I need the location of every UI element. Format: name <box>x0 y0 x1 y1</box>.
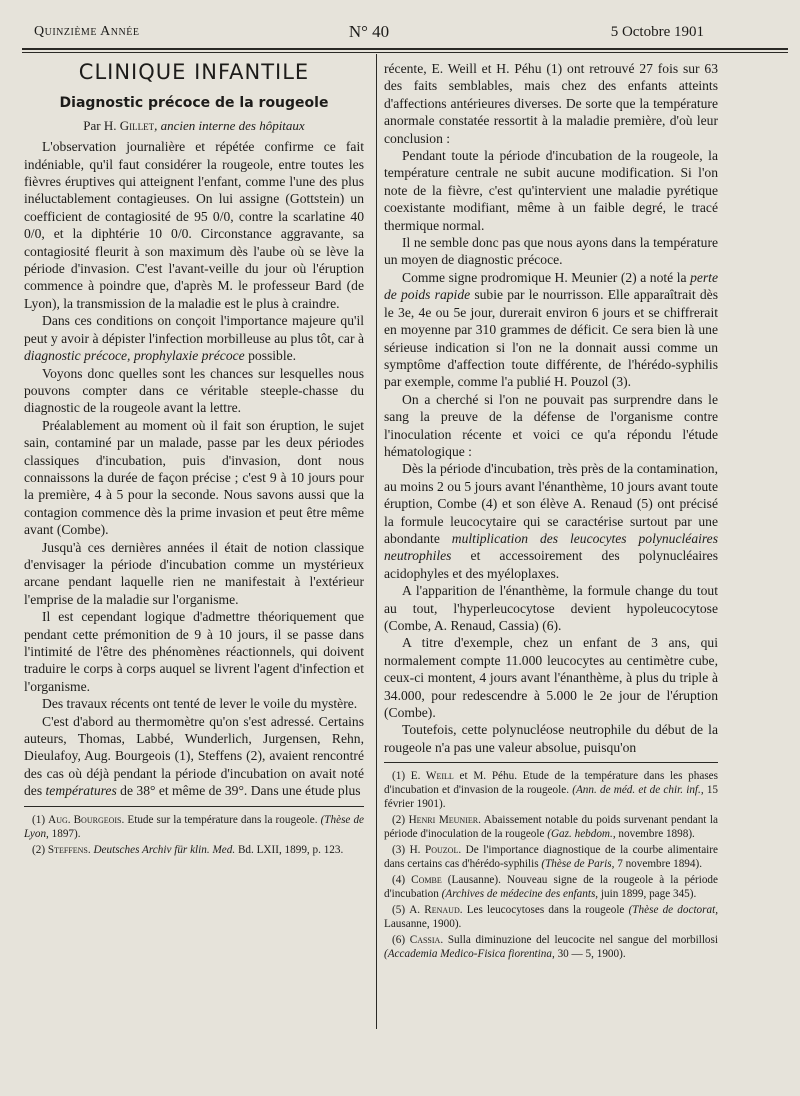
article-title: Diagnostic précoce de la rougeole <box>59 95 329 112</box>
footnote: (4) Combe (Lausanne). Nouveau signe de la rougeole à la période d'incubation (Archives de médecine des enfants, juin 1899, page 345). <box>384 874 718 901</box>
paragraph: Voyons donc quelles sont les chances sur lesquelles nous pouvons compter dans ce véritable steeple-chasse du diagnostic de la rougeole avant la lettre. <box>24 365 364 416</box>
paragraph: Jusqu'à ces dernières années il était de notion classique d'envisager la période d'incubation comme un mystérieux arcane pendant laquelle rien ne manifestait à l'extérieur l'emprise de la maladie sur l'organisme. <box>24 539 364 607</box>
footnote-rule <box>384 762 718 763</box>
paragraph: Comme signe prodromique H. Meunier (2) a noté la perte de poids rapide subie par le nourrisson. Elle apparaîtrait dès le 3e, 4e ou 5e jour, durerait environ 6 jours et se chiffrerait en moyenne par 310 grammes de déficit. Ce sera bien là une sérieuse indication si l'on ne la donnait aussi comme un symptôme d'affection toute différente, de l'hérédo-syphilis par exemple, comme l'a publié H. Pouzol (3). <box>384 269 718 390</box>
right-column <box>384 60 718 963</box>
paragraph: C'est d'abord au thermomètre qu'on s'est adressé. Certains auteurs, Thomas, Labbé, Wunderlich, Jurgensen, Rehn, Dieulafoy, Aug. Bourgeois (1), Steffens (2), avaient rencontré des cas où déjà pendant la période d'incubation on avait noté des températures de 38° et même de 39°. Dans une étude plus <box>24 713 364 799</box>
byline <box>24 117 364 134</box>
paragraph: récente, E. Weill et H. Péhu (1) ont retrouvé 27 fois sur 63 des faits semblables, mais chez des enfants atteints d'affections antérieures diverses. De sorte que la température anormale constatée ressortit à la maladie première, d'où leur conclusion : <box>384 61 718 146</box>
paragraph: L'observation journalière et répétée confirme ce fait indéniable, qu'il faut considérer la rougeole, entre toutes les fièvres éruptives qui atteignent l'enfant, comme l'une des plus inéluctablement contagieuses. On lui assigne (Gottstein) un coefficient de contagiosité de 95 0/0, contre la scarlatine 40 0/0, et la diphtérie 10 0/0. Circonstance aggravante, sa contagiosité fleurit à son maximum dès l'aube où se lève la période d'invasion. C'est l'avant-veille du jour où l'éruption commence à poindre que, d'après M. le professeur Bard (de Lyon), la transmission de la maladie est le plus à craindre. <box>24 139 364 311</box>
byline-prefix: Par H. <box>83 117 120 133</box>
footnote-rule <box>24 806 364 807</box>
left-column <box>24 60 364 859</box>
paragraph: Il est cependant logique d'admettre théoriquement que pendant cette prémonition de 9 à 10 jours, il se passe dans l'intimité de l'être des phénomènes réactionnels, qui doivent traduire le corps à corps auquel se livrent l'agent d'infection et l'organisme. <box>24 609 364 694</box>
byline-role: , ancien interne des hôpitaux <box>154 117 305 133</box>
paragraph: Préalablement au moment où il fait son éruption, le sujet sain, contaminé par un malade, passe par les deux périodes classiques d'incubation, puis d'invasion, dont nous connaissons la durée de façon précise ; c'est 9 à 10 jours pour la première, 4 à 5 pour la seconde. Nous savons aussi que la contagion commence dès la prime invasion et peut être même avant (Combe). <box>24 417 364 538</box>
paragraph: Toutefois, cette polynucléose neutrophile du début de la rougeole n'a pas une valeur absolue, puisqu'on <box>384 722 718 755</box>
paragraph: A titre d'exemple, chez un enfant de 3 ans, qui normalement compte 11.000 leucocytes au centimètre cube, ceux-ci montent, 4 jours avant l'énanthème, à plus du triple à 34.000, pour redescendre à 5.000 le 2e jour de l'éruption (Combe). <box>384 635 718 721</box>
paragraph: Il ne semble donc pas que nous ayons dans la température un moyen de diagnostic précoce. <box>384 235 718 268</box>
issue-number: N° 40 <box>348 22 390 41</box>
byline-author: Gillet <box>119 117 155 133</box>
issue-date: 5 Octobre 1901 <box>610 24 704 40</box>
paragraph: Des travaux récents ont tenté de lever le voile du mystère. <box>42 696 358 712</box>
paragraph: Pendant toute la période d'incubation de la rougeole, la température centrale ne subit aucune modification. Si l'on note de la fièvre, c'est qu'intervient une maladie pyrétique coexistante modifiant, même à un faible degré, le tracé thermique normal. <box>384 148 718 233</box>
paragraph: Dès la période d'incubation, très près de la contamination, au moins 2 ou 5 jours avant l'énanthème, 10 jours avant toute éruption, Combe (4) et son élève A. Renaud (5) ont précisé la formule leucocytaire qui se caractérise surtout par une abondante multiplication des leucocytes polynucléaires neutrophiles et accessoirement des polynucléaires acidophyles et des myéloplaxes. <box>384 461 718 581</box>
footnote: (1) Aug. Bourgeois. Etude sur la température dans la rougeole. (Thèse de Lyon, 1897). <box>24 813 365 840</box>
volume-label: Quinzième Année <box>34 24 140 39</box>
section-title: CLINIQUE INFANTILE <box>78 60 310 84</box>
footnote: (6) Cassia. Sulla diminuzione del leucocite nel sangue del morbillosi (Accademia Medico-Fisica fiorentina, 30 — 5, 1900). <box>384 934 718 961</box>
header-rule-thin <box>22 52 788 53</box>
footnote: (2) Henri Meunier. Abaissement notable du poids survenant pendant la période d'inoculation de la rougeole (Gaz. hebdom., novembre 1898). <box>384 814 718 841</box>
page-header <box>34 22 704 46</box>
footnote: (3) H. Pouzol. De l'importance diagnostique de la courbe alimentaire dans certains cas d'hérédo-syphilis (Thèse de Paris, 7 novembre 1894). <box>384 844 718 871</box>
paragraph: Dans ces conditions on conçoit l'importance majeure qu'il peut y avoir à dépister l'infection morbilleuse au plus tôt, car à diagnostic précoce, prophylaxie précoce possible. <box>24 313 364 364</box>
header-rule <box>22 48 788 50</box>
footnote: (1) E. Weill et M. Péhu. Etude de la température dans les phases d'incubation et d'invasion de la rougeole. (Ann. de méd. et de chir. inf., 15 février 1901). <box>384 770 719 811</box>
footnote: (2) Steffens. Deutsches Archiv für klin. Med. Bd. LXII, 1899, p. 123. <box>32 843 344 856</box>
footnote: (5) A. Renaud. Les leucocytoses dans la rougeole (Thèse de doctorat, Lausanne, 1900). <box>384 904 719 931</box>
paragraph: A l'apparition de l'énanthème, la formule change du tout au tout, l'hyperleucocytose devient hypoleucocytose (Combe, A. Renaud, Cassia) (6). <box>384 583 718 633</box>
column-divider <box>376 54 377 1029</box>
paragraph: On a cherché si l'on ne pouvait pas surprendre dans le sang la preuve de la défense de l'organisme contre l'inoculation récente et voici ce qu'a répondu l'étude hématologique : <box>384 391 718 459</box>
